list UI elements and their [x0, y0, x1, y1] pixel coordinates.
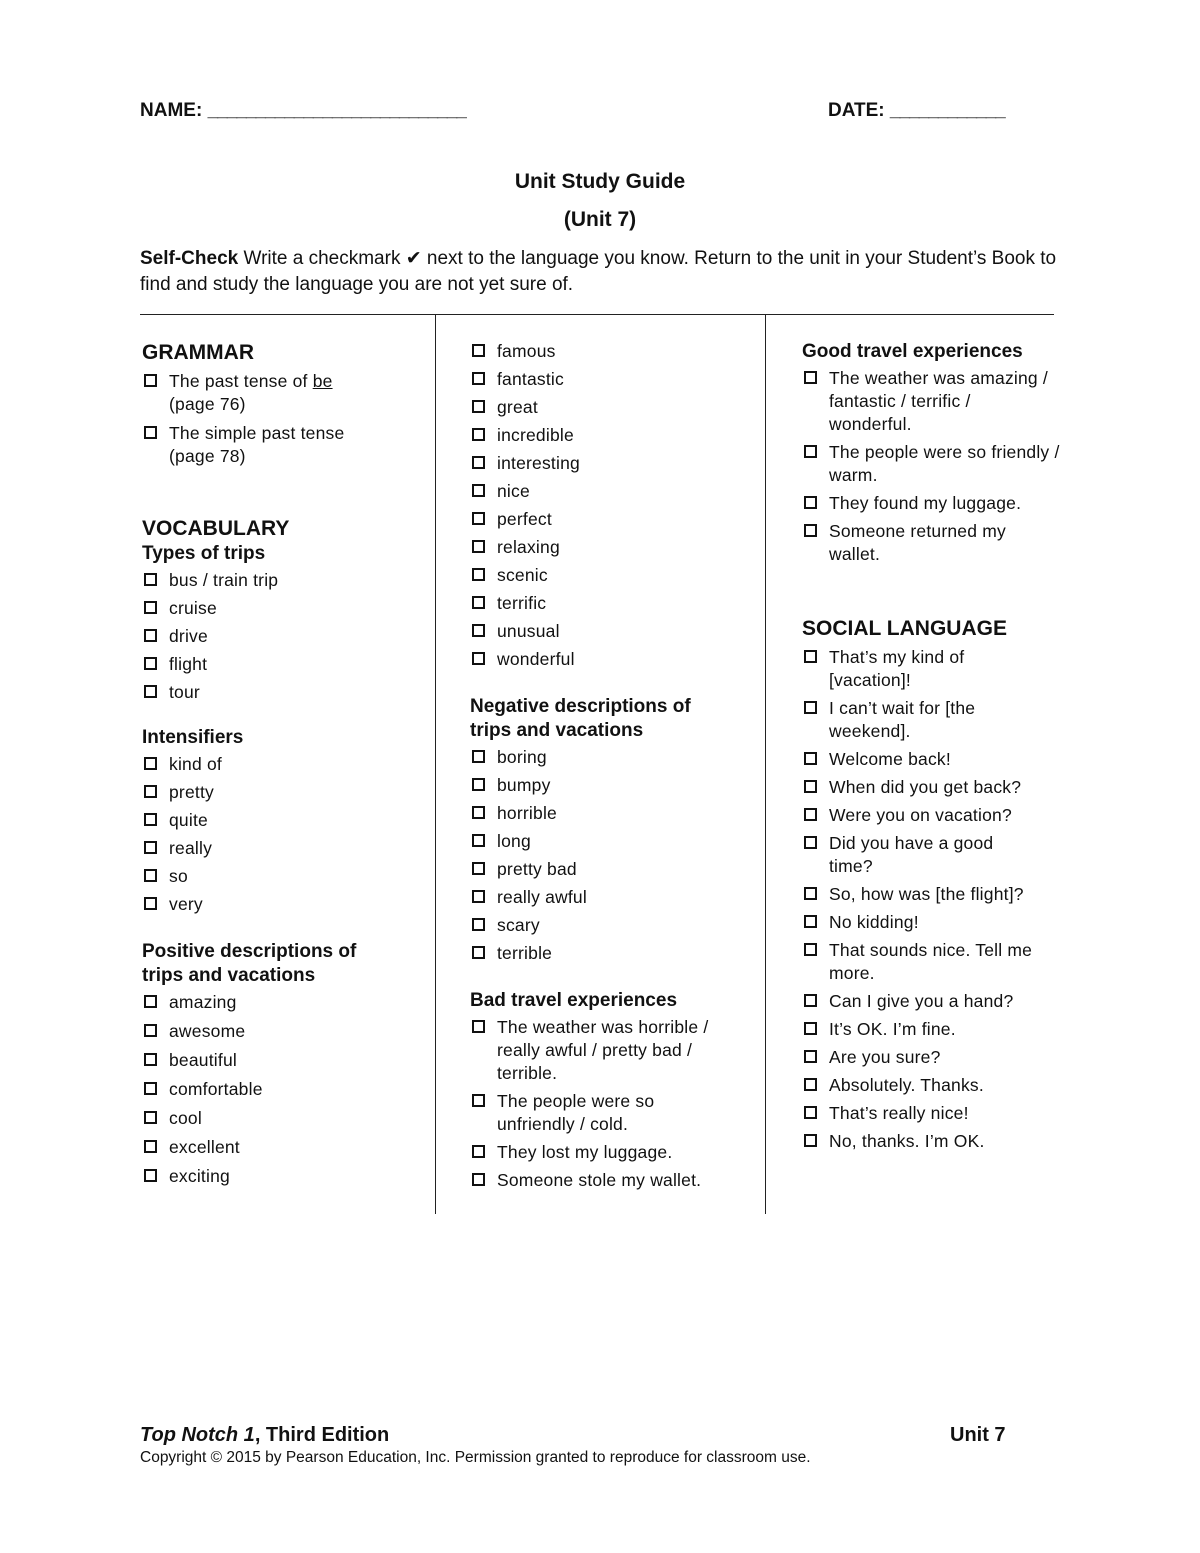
checkbox[interactable] — [472, 596, 485, 609]
checkbox[interactable] — [804, 1106, 817, 1119]
checkbox[interactable] — [472, 372, 485, 385]
checklist-item[interactable] — [802, 911, 1087, 934]
social-language-heading: SOCIAL LANGUAGE — [802, 617, 1007, 640]
types-of-trips-list — [142, 569, 427, 704]
checkbox[interactable] — [472, 1173, 485, 1186]
checkbox[interactable] — [804, 650, 817, 663]
checklist-item-text: beautiful — [169, 1050, 237, 1070]
grammar-item-text: The past tense of — [169, 371, 313, 391]
checkbox[interactable] — [472, 624, 485, 637]
heading-line: Positive descriptions of — [142, 941, 357, 962]
bad-travel-list — [470, 1016, 755, 1192]
checkbox[interactable] — [144, 629, 157, 642]
checklist-item[interactable] — [470, 858, 755, 881]
checkbox[interactable] — [804, 752, 817, 765]
checkbox[interactable] — [472, 1094, 485, 1107]
checkbox[interactable] — [472, 456, 485, 469]
checklist-item[interactable] — [142, 1049, 427, 1072]
checklist-item-text: So, how was [the flight]? — [829, 884, 1024, 904]
checklist-item-text: wonderful — [497, 649, 575, 669]
checklist-item-text: boring — [497, 747, 547, 767]
checklist-item-text: kind of — [169, 754, 222, 774]
checklist-item-text: long — [497, 831, 531, 851]
checklist-item-text: excellent — [169, 1137, 240, 1157]
footer-unit: Unit 7 — [950, 1424, 1006, 1446]
checklist-item[interactable] — [802, 1130, 1087, 1153]
column-divider-1 — [435, 315, 436, 1214]
checklist-item-text: Someone stole my wallet. — [497, 1170, 702, 1190]
checkbox[interactable] — [144, 601, 157, 614]
checklist-item-text: great — [497, 397, 538, 417]
checkbox[interactable] — [144, 897, 157, 910]
types-of-trips-heading: Types of trips — [142, 543, 266, 564]
checkbox[interactable] — [144, 573, 157, 586]
good-travel-heading: Good travel experiences — [802, 341, 1023, 362]
checklist-item-text: famous — [497, 341, 556, 361]
checklist-item[interactable] — [142, 809, 427, 832]
checklist-item[interactable] — [470, 508, 755, 531]
good-travel-list — [802, 367, 1087, 566]
checklist-item-text: bumpy — [497, 775, 551, 795]
checkbox[interactable] — [804, 1134, 817, 1147]
checklist-item[interactable] — [802, 804, 1087, 827]
checklist-item-text: That’s really nice! — [829, 1103, 969, 1123]
checklist-item-text: really — [169, 838, 213, 858]
checklist-item[interactable] — [142, 1107, 427, 1130]
checkbox[interactable] — [472, 750, 485, 763]
name-field[interactable] — [140, 100, 466, 122]
intensifiers-heading: Intensifiers — [142, 727, 244, 748]
checklist-item[interactable] — [802, 883, 1087, 906]
checkbox[interactable] — [144, 1082, 157, 1095]
checklist-item[interactable] — [802, 1074, 1087, 1097]
negative-descriptions-heading — [470, 695, 755, 743]
checklist-item-text: It’s OK. I’m fine. — [829, 1019, 956, 1039]
checklist-item[interactable] — [802, 492, 1087, 515]
checklist-item[interactable] — [802, 832, 1087, 878]
checklist-item-text: They lost my luggage. — [497, 1142, 673, 1162]
checkbox[interactable] — [144, 426, 157, 439]
grammar-list — [142, 370, 427, 468]
checklist-item-text: nice — [497, 481, 530, 501]
checklist-item[interactable] — [802, 939, 1087, 985]
checkbox[interactable] — [804, 994, 817, 1007]
checklist-item[interactable] — [470, 340, 755, 363]
checklist-item-text: The weather was amazing / — [829, 368, 1048, 388]
checkbox[interactable] — [804, 1050, 817, 1063]
checklist-item[interactable] — [470, 802, 755, 825]
positive-descriptions-heading — [142, 940, 427, 988]
checklist-item-text: fantastic / terrific / — [829, 391, 971, 411]
grammar-item[interactable] — [142, 422, 427, 468]
checkbox[interactable] — [804, 496, 817, 509]
checkbox[interactable] — [144, 813, 157, 826]
checkbox[interactable] — [472, 834, 485, 847]
checklist-item[interactable] — [802, 1046, 1087, 1069]
checklist-item-text: more. — [829, 963, 875, 983]
checkbox[interactable] — [472, 1020, 485, 1033]
book-title — [140, 1424, 389, 1447]
checklist-item-text: Can I give you a hand? — [829, 991, 1014, 1011]
checkbox[interactable] — [472, 400, 485, 413]
checklist-item-text: relaxing — [497, 537, 560, 557]
checklist-item[interactable] — [142, 991, 427, 1014]
checklist-item[interactable] — [470, 564, 755, 587]
checklist-item[interactable] — [142, 1136, 427, 1159]
checklist-item[interactable] — [142, 597, 427, 620]
grammar-item[interactable] — [142, 370, 427, 416]
checklist-item[interactable] — [802, 1018, 1087, 1041]
checkbox[interactable] — [144, 1111, 157, 1124]
checklist-item-text: drive — [169, 626, 208, 646]
checklist-item-text: unusual — [497, 621, 560, 641]
checkbox[interactable] — [804, 445, 817, 458]
checklist-item-text: Were you on vacation? — [829, 805, 1012, 825]
checklist-item-text: really awful — [497, 887, 587, 907]
checklist-item[interactable] — [470, 536, 755, 559]
checklist-item-text: very — [169, 894, 203, 914]
checklist-item[interactable] — [802, 776, 1087, 799]
self-check-instructions — [140, 246, 1070, 298]
page-subtitle: (Unit 7) — [563, 208, 637, 231]
header-divider — [140, 314, 1054, 315]
checklist-item-text: weekend]. — [829, 721, 911, 741]
checkbox[interactable] — [144, 1169, 157, 1182]
checklist-item[interactable] — [802, 697, 1087, 743]
social-language-list — [802, 646, 1087, 1153]
checkbox[interactable] — [472, 946, 485, 959]
date-label: DATE: — [828, 100, 885, 121]
checklist-item-text: Absolutely. Thanks. — [829, 1075, 984, 1095]
checklist-item-text: No, thanks. I’m OK. — [829, 1131, 985, 1151]
checkbox[interactable] — [804, 1022, 817, 1035]
checkbox[interactable] — [804, 836, 817, 849]
column-1 — [142, 340, 427, 1194]
checklist-item-text: time? — [829, 856, 873, 876]
checkbox[interactable] — [144, 1024, 157, 1037]
checklist-item[interactable] — [142, 625, 427, 648]
checklist-item-text: tour — [169, 682, 200, 702]
checklist-item-text: The people were so — [497, 1091, 655, 1111]
checklist-item[interactable] — [470, 1141, 755, 1164]
checklist-item[interactable] — [470, 424, 755, 447]
heading-line: Negative descriptions of — [470, 696, 691, 717]
self-check-text: Write a checkmark ✔ next to the language you know. Return to the unit in your Student’s Book to find and study the language you are not yet sure of. — [140, 248, 1057, 295]
checkbox[interactable] — [144, 995, 157, 1008]
checklist-item[interactable] — [142, 781, 427, 804]
checklist-item[interactable] — [142, 1078, 427, 1101]
checklist-item-text: I can’t wait for [the — [829, 698, 976, 718]
checklist-item[interactable] — [802, 1102, 1087, 1125]
checklist-item[interactable] — [142, 681, 427, 704]
column-3 — [802, 340, 1087, 1158]
checklist-item[interactable] — [470, 746, 755, 769]
checkbox[interactable] — [472, 540, 485, 553]
checklist-item-text: horrible — [497, 803, 557, 823]
checkbox[interactable] — [144, 685, 157, 698]
checklist-item[interactable] — [470, 1016, 755, 1085]
checklist-item[interactable] — [470, 1169, 755, 1192]
checklist-item-text: terrible. — [497, 1063, 558, 1083]
checkbox[interactable] — [804, 1078, 817, 1091]
checkbox[interactable] — [472, 806, 485, 819]
page-title: Unit Study Guide — [514, 170, 686, 193]
heading-line: trips and vacations — [142, 965, 316, 986]
checkbox[interactable] — [804, 943, 817, 956]
book-name: Top Notch 1 — [140, 1424, 255, 1446]
checkbox[interactable] — [804, 701, 817, 714]
checklist-item[interactable] — [470, 480, 755, 503]
grammar-item-text: The simple past tense — [169, 423, 345, 443]
checkbox[interactable] — [472, 484, 485, 497]
checklist-item-text: terrific — [497, 593, 547, 613]
checklist-item[interactable] — [142, 1020, 427, 1043]
checklist-item-text: quite — [169, 810, 208, 830]
checklist-item-text: scenic — [497, 565, 548, 585]
checklist-item[interactable] — [470, 396, 755, 419]
checklist-item-text: exciting — [169, 1166, 230, 1186]
checklist-item-text: fantastic — [497, 369, 564, 389]
checklist-item[interactable] — [470, 942, 755, 965]
checklist-item-text: That sounds nice. Tell me — [829, 940, 1033, 960]
checklist-item-text: really awful / pretty bad / — [497, 1040, 693, 1060]
checklist-item-text: wallet. — [829, 544, 881, 564]
column-divider-2 — [765, 315, 766, 1214]
checkbox[interactable] — [472, 568, 485, 581]
checklist-item[interactable] — [802, 990, 1087, 1013]
checkbox[interactable] — [804, 371, 817, 384]
checklist-item-text: That’s my kind of — [829, 647, 965, 667]
checklist-item-text: The weather was horrible / — [497, 1017, 709, 1037]
book-edition: , Third Edition — [254, 1424, 390, 1446]
date-field[interactable] — [828, 100, 1005, 122]
checklist-item-text: comfortable — [169, 1079, 263, 1099]
checkbox[interactable] — [144, 841, 157, 854]
checklist-item-text: wonderful. — [829, 414, 912, 434]
checkbox[interactable] — [144, 869, 157, 882]
checklist-item-text: terrible — [497, 943, 553, 963]
checklist-item[interactable] — [802, 441, 1087, 487]
checklist-item[interactable] — [470, 368, 755, 391]
checkbox[interactable] — [144, 657, 157, 670]
checklist-item-text: The people were so friendly / — [829, 442, 1060, 462]
checklist-item-text: Did you have a good — [829, 833, 994, 853]
negative-descriptions-list — [470, 746, 755, 965]
checklist-item-text: interesting — [497, 453, 580, 473]
checklist-item[interactable] — [802, 646, 1087, 692]
checklist-item[interactable] — [470, 886, 755, 909]
intensifiers-list — [142, 753, 427, 916]
checklist-item[interactable] — [470, 914, 755, 937]
checkbox[interactable] — [472, 652, 485, 665]
checklist-item[interactable] — [470, 774, 755, 797]
checklist-item[interactable] — [142, 569, 427, 592]
checkbox[interactable] — [144, 757, 157, 770]
checklist-item-text: Are you sure? — [829, 1047, 941, 1067]
checklist-item-text: No kidding! — [829, 912, 919, 932]
checklist-item[interactable] — [470, 620, 755, 643]
checklist-item[interactable] — [142, 653, 427, 676]
checkbox[interactable] — [804, 780, 817, 793]
checkbox[interactable] — [144, 785, 157, 798]
grammar-item-page: (page 76) — [169, 394, 246, 414]
checklist-item[interactable] — [470, 1090, 755, 1136]
checkbox[interactable] — [472, 344, 485, 357]
grammar-heading: GRAMMAR — [142, 341, 254, 364]
checklist-item-text: flight — [169, 654, 208, 674]
checklist-item-text: unfriendly / cold. — [497, 1114, 629, 1134]
checkbox[interactable] — [804, 808, 817, 821]
checklist-item-text: cruise — [169, 598, 217, 618]
checklist-item-text: Welcome back! — [829, 749, 951, 769]
date-blank: ____________ — [889, 100, 1005, 121]
checkbox[interactable] — [144, 374, 157, 387]
name-blank: ___________________________ — [207, 100, 466, 121]
checklist-item-text: They found my luggage. — [829, 493, 1022, 513]
checklist-item[interactable] — [142, 865, 427, 888]
checkbox[interactable] — [144, 1053, 157, 1066]
heading-line: trips and vacations — [470, 720, 644, 741]
checklist-item-text: bus / train trip — [169, 570, 279, 590]
checkbox[interactable] — [472, 778, 485, 791]
grammar-item-keyword: be — [312, 371, 333, 391]
checklist-item-text: incredible — [497, 425, 574, 445]
checklist-item[interactable] — [470, 452, 755, 475]
checklist-item-text: pretty — [169, 782, 214, 802]
checkbox[interactable] — [472, 918, 485, 931]
positive-descriptions-list — [142, 991, 427, 1188]
checkbox[interactable] — [472, 890, 485, 903]
self-check-label: Self-Check — [140, 248, 239, 269]
vocabulary-heading: VOCABULARY — [142, 517, 290, 540]
bad-travel-heading: Bad travel experiences — [470, 990, 678, 1011]
checkbox[interactable] — [472, 1145, 485, 1158]
checklist-item[interactable] — [470, 648, 755, 671]
checkbox[interactable] — [472, 862, 485, 875]
checklist-item[interactable] — [802, 367, 1087, 436]
checkbox[interactable] — [804, 887, 817, 900]
checklist-item-text: Someone returned my — [829, 521, 1006, 541]
copyright-notice: Copyright © 2015 by Pearson Education, Inc. Permission granted to reproduce for classroom use. — [140, 1449, 811, 1466]
checklist-item[interactable] — [802, 748, 1087, 771]
checklist-item-text: amazing — [169, 992, 237, 1012]
checklist-item-text: awesome — [169, 1021, 246, 1041]
checklist-item[interactable] — [802, 520, 1087, 566]
checkbox[interactable] — [804, 915, 817, 928]
checkbox[interactable] — [472, 428, 485, 441]
checklist-item[interactable] — [142, 753, 427, 776]
checklist-item-text: When did you get back? — [829, 777, 1022, 797]
checklist-item[interactable] — [142, 837, 427, 860]
checkbox[interactable] — [472, 512, 485, 525]
checklist-item[interactable] — [142, 1165, 427, 1188]
checklist-item-text: scary — [497, 915, 540, 935]
checkbox[interactable] — [144, 1140, 157, 1153]
checkbox[interactable] — [804, 524, 817, 537]
checklist-item-text: perfect — [497, 509, 552, 529]
checklist-item-text: cool — [169, 1108, 202, 1128]
checklist-item[interactable] — [470, 830, 755, 853]
checklist-item[interactable] — [142, 893, 427, 916]
positive-descriptions-list-continued — [470, 340, 755, 671]
checklist-item-text: pretty bad — [497, 859, 577, 879]
checklist-item-text: [vacation]! — [829, 670, 911, 690]
column-2 — [470, 340, 755, 1197]
grammar-item-page: (page 78) — [169, 446, 246, 466]
checklist-item[interactable] — [470, 592, 755, 615]
checklist-item-text: warm. — [829, 465, 878, 485]
checklist-item-text: so — [169, 866, 188, 886]
name-label: NAME: — [140, 100, 203, 121]
